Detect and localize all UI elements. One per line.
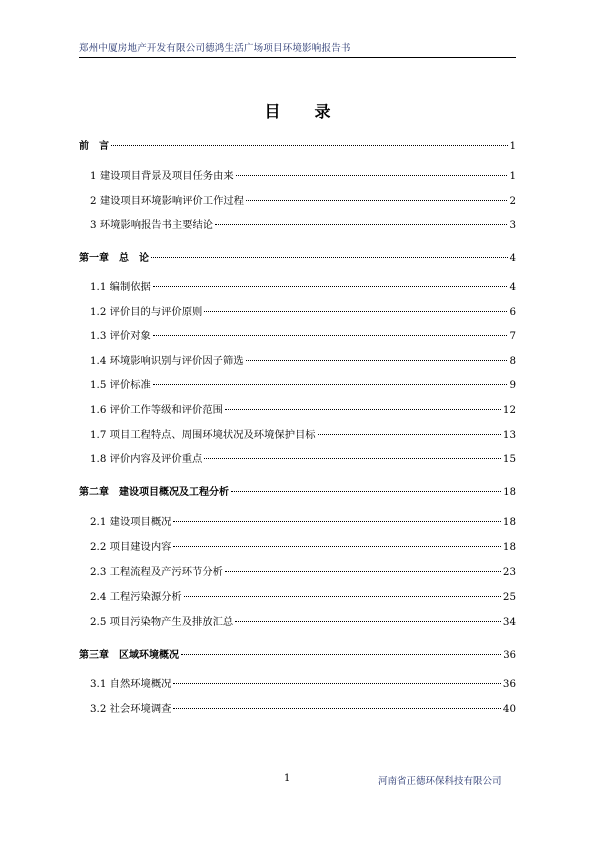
toc-title-left: 目 bbox=[264, 102, 281, 121]
toc-leader-dots bbox=[235, 621, 501, 622]
toc-section-entry[interactable] bbox=[90, 516, 516, 529]
toc-entry-label: 2.4 工程污染源分析 bbox=[90, 591, 182, 603]
toc-entry-label: 3.1 自然环境概况 bbox=[90, 678, 172, 690]
toc-entry-page: 4 bbox=[509, 253, 516, 264]
toc-entry-page: 1 bbox=[509, 170, 516, 182]
toc-entry-label: 1.3 评价对象 bbox=[90, 330, 151, 342]
toc-entry-page: 8 bbox=[509, 355, 516, 367]
toc-entry-page: 2 bbox=[509, 195, 516, 207]
toc-leader-dots bbox=[173, 683, 500, 684]
toc-entry-label: 1.8 评价内容及评价重点 bbox=[90, 453, 203, 465]
toc-entry-page: 25 bbox=[502, 591, 516, 603]
toc-leader-dots bbox=[153, 286, 508, 287]
toc-section-entry[interactable] bbox=[90, 616, 516, 629]
toc-entry-page: 1 bbox=[509, 141, 516, 152]
toc-leader-dots bbox=[151, 257, 508, 258]
toc-leader-dots bbox=[204, 458, 501, 459]
toc-entry-label: 1.7 项目工程特点、周围环境状况及环境保护目标 bbox=[90, 429, 316, 441]
toc-chapter-entry[interactable] bbox=[79, 140, 516, 153]
footer-page-number: 1 bbox=[284, 773, 291, 784]
toc-title-right: 录 bbox=[314, 102, 331, 121]
toc-leader-dots bbox=[173, 521, 500, 522]
toc-entry-label: 2.3 工程流程及产污环节分析 bbox=[90, 566, 223, 578]
toc-section-entry[interactable] bbox=[90, 541, 516, 554]
toc-entry-page: 18 bbox=[502, 516, 516, 528]
toc-entry-page: 15 bbox=[502, 453, 516, 465]
toc-entry-label: 3.2 社会环境调查 bbox=[90, 703, 172, 715]
toc-entry-label: 1.6 评价工作等级和评价范围 bbox=[90, 404, 223, 416]
toc-section-entry[interactable] bbox=[90, 429, 516, 442]
toc-entry-page: 12 bbox=[502, 404, 516, 416]
toc-entry-label: 2.5 项目污染物产生及排放汇总 bbox=[90, 616, 234, 628]
toc-entry-label: 1.2 评价目的与评价原则 bbox=[90, 306, 203, 318]
toc-entry-page: 18 bbox=[502, 541, 516, 553]
toc-leader-dots bbox=[181, 654, 501, 655]
toc-entry-label: 1 建设项目背景及项目任务由来 bbox=[90, 170, 234, 182]
page-header: 郑州中厦房地产开发有限公司德鸿生活广场项目环境影响报告书 bbox=[79, 40, 516, 58]
toc-section-entry[interactable] bbox=[90, 219, 516, 232]
toc-entry-page: 18 bbox=[503, 487, 516, 498]
toc-leader-dots bbox=[225, 409, 501, 410]
toc-leader-dots bbox=[225, 571, 501, 572]
toc-leader-dots bbox=[231, 491, 501, 492]
toc-entry-page: 4 bbox=[509, 281, 516, 293]
toc-entry-page: 34 bbox=[502, 616, 516, 628]
toc-leader-dots bbox=[153, 384, 508, 385]
toc-section-entry[interactable] bbox=[90, 195, 516, 208]
toc-leader-dots bbox=[246, 360, 508, 361]
toc-section-entry[interactable] bbox=[90, 306, 516, 319]
toc-entry-label: 前 言 bbox=[79, 141, 109, 152]
toc-leader-dots bbox=[204, 311, 507, 312]
toc-entry-label: 第三章 区域环境概况 bbox=[79, 650, 179, 661]
toc-leader-dots bbox=[184, 596, 501, 597]
toc-chapter-entry[interactable] bbox=[79, 486, 516, 499]
toc-leader-dots bbox=[173, 708, 500, 709]
toc-entry-label: 1.4 环境影响识别与评价因子筛选 bbox=[90, 355, 244, 367]
toc-leader-dots bbox=[246, 200, 507, 201]
toc-leader-dots bbox=[111, 145, 508, 146]
toc-section-entry[interactable] bbox=[90, 591, 516, 604]
toc-entry-page: 9 bbox=[509, 379, 516, 391]
toc-entry-label: 1.5 评价标准 bbox=[90, 379, 151, 391]
toc-entry-label: 3 环境影响报告书主要结论 bbox=[90, 219, 214, 231]
toc-entry-label: 第二章 建设项目概况及工程分析 bbox=[79, 487, 229, 498]
toc-section-entry[interactable] bbox=[90, 678, 516, 691]
toc-section-entry[interactable] bbox=[90, 170, 516, 183]
footer-company: 河南省正德环保科技有限公司 bbox=[378, 776, 502, 787]
toc-entry-label: 2.2 项目建设内容 bbox=[90, 541, 172, 553]
toc-section-entry[interactable] bbox=[90, 330, 516, 343]
toc-entry-page: 3 bbox=[509, 219, 516, 231]
toc-entry-page: 40 bbox=[502, 703, 516, 715]
toc-leader-dots bbox=[215, 224, 507, 225]
toc-entry-page: 6 bbox=[509, 306, 516, 318]
toc-section-entry[interactable] bbox=[90, 566, 516, 579]
toc-leader-dots bbox=[318, 434, 501, 435]
toc-leader-dots bbox=[153, 335, 508, 336]
toc-leader-dots bbox=[236, 175, 508, 176]
toc-chapter-entry[interactable] bbox=[79, 252, 516, 265]
toc-section-entry[interactable] bbox=[90, 404, 516, 417]
toc-section-entry[interactable] bbox=[90, 355, 516, 368]
toc-entry-label: 第一章 总 论 bbox=[79, 253, 149, 264]
toc-chapter-entry[interactable] bbox=[79, 649, 516, 662]
toc-entry-label: 1.1 编制依据 bbox=[90, 281, 151, 293]
toc-entry-page: 13 bbox=[502, 429, 516, 441]
toc-title bbox=[0, 99, 595, 122]
toc-section-entry[interactable] bbox=[90, 379, 516, 392]
toc-section-entry[interactable] bbox=[90, 281, 516, 294]
toc-entry-page: 36 bbox=[503, 650, 516, 661]
toc-entry-label: 2 建设项目环境影响评价工作过程 bbox=[90, 195, 244, 207]
toc-entry-label: 2.1 建设项目概况 bbox=[90, 516, 172, 528]
toc-section-entry[interactable] bbox=[90, 703, 516, 716]
toc-entry-page: 7 bbox=[509, 330, 516, 342]
toc-entry-page: 23 bbox=[502, 566, 516, 578]
toc-leader-dots bbox=[173, 546, 500, 547]
toc-section-entry[interactable] bbox=[90, 453, 516, 466]
toc-entry-page: 36 bbox=[502, 678, 516, 690]
